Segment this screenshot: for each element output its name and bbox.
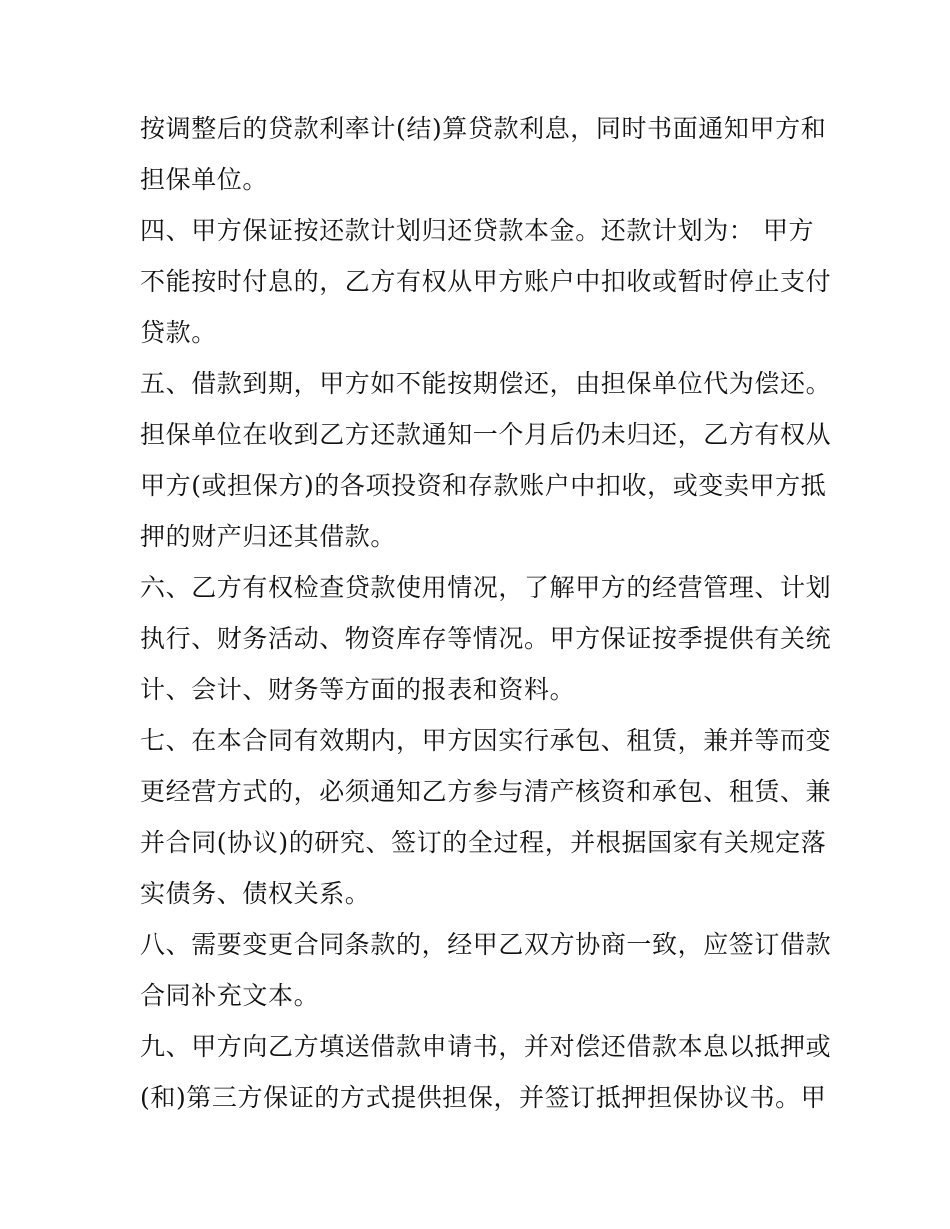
paragraph-clause-9 <box>140 1021 832 1123</box>
paragraph-continuation <box>140 103 827 205</box>
document-body <box>140 103 832 1123</box>
text-line: (和)第三方保证的方式提供担保，并签订抵押担保协议书。甲 <box>140 1083 827 1112</box>
text-line: 不能按时付息的，乙方有权从甲方账户中扣收或暂时停止支付 <box>140 267 832 296</box>
text-line: 七、在本合同有效期内，甲方因实行承包、租赁，兼并等而变 <box>140 726 832 755</box>
text-line: 甲方(或担保方)的各项投资和存款账户中扣收，或变卖甲方抵 <box>140 471 827 500</box>
text-line: 并合同(协议)的研究、签订的全过程，并根据国家有关规定落 <box>140 828 827 857</box>
paragraph-clause-8 <box>140 919 832 1021</box>
paragraph-clause-6 <box>140 562 832 715</box>
text-line: 计、会计、财务等方面的报表和资料。 <box>140 675 576 704</box>
text-line: 八、需要变更合同条款的，经甲乙双方协商一致，应签订借款 <box>140 930 832 959</box>
paragraph-clause-4 <box>140 205 832 358</box>
text-line: 六、乙方有权检查贷款使用情况，了解甲方的经营管理、计划 <box>140 573 832 602</box>
text-line: 押的财产归还其借款。 <box>140 522 397 551</box>
text-line: 实债务、债权关系。 <box>140 879 371 908</box>
text-line: 五、借款到期，甲方如不能按期偿还，由担保单位代为偿还。 <box>140 369 832 398</box>
paragraph-clause-5 <box>140 358 832 562</box>
paragraph-clause-7 <box>140 715 832 919</box>
text-line: 担保单位。 <box>140 165 269 194</box>
text-line: 按调整后的贷款利率计(结)算贷款利息，同时书面通知甲方和 <box>140 114 827 143</box>
text-line: 执行、财务活动、物资库存等情况。甲方保证按季提供有关统 <box>140 624 832 653</box>
text-line: 更经营方式的，必须通知乙方参与清产核资和承包、租赁、兼 <box>140 777 832 806</box>
text-line: 四、甲方保证按还款计划归还贷款本金。还款计划为： 甲方 <box>140 216 815 245</box>
text-line: 担保单位在收到乙方还款通知一个月后仍未归还，乙方有权从 <box>140 420 832 449</box>
text-line: 合同补充文本。 <box>140 981 320 1010</box>
text-line: 九、甲方向乙方填送借款申请书，并对偿还借款本息以抵押或 <box>140 1032 832 1061</box>
text-line: 贷款。 <box>140 318 217 347</box>
